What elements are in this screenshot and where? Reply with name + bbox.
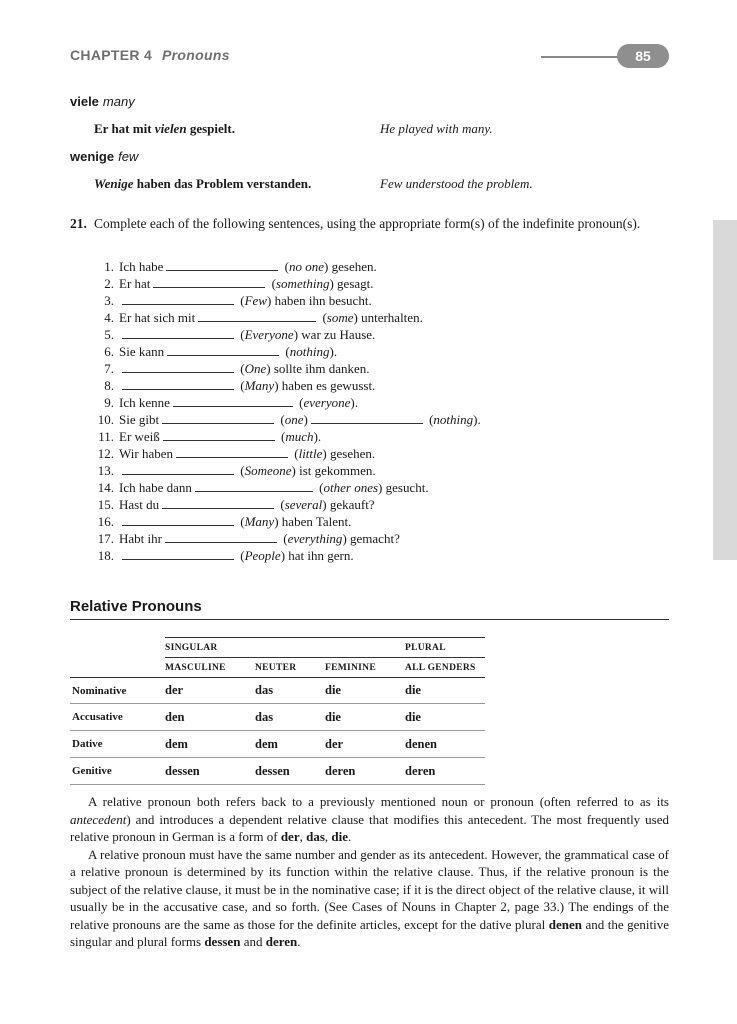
item-number: 1.	[104, 259, 114, 274]
table-cell: das	[255, 709, 274, 724]
item-text: ist gekommen.	[299, 463, 376, 478]
exercise-item: 8. (Many) haben es gewusst.	[88, 377, 648, 394]
answer-blank[interactable]	[122, 547, 234, 560]
item-text: haben Talent.	[281, 514, 352, 529]
table-cell: dessen	[255, 763, 290, 778]
item-hint: little	[298, 446, 323, 461]
paragraph-bold: der	[280, 829, 300, 844]
vocab-word: wenige	[70, 149, 115, 164]
item-text: gemacht?	[350, 531, 400, 546]
item-hint: Many	[244, 378, 275, 393]
exercise-item: 15. Hast du (several) gekauft?	[88, 496, 648, 513]
item-hint: Many	[244, 514, 275, 529]
exercise-item: 16. (Many) haben Talent.	[88, 513, 648, 530]
item-hint: no one	[288, 259, 325, 274]
item-number: 16.	[97, 514, 114, 529]
table-row	[70, 704, 485, 731]
chapter-title: Pronouns	[162, 47, 230, 63]
item-number: 12.	[97, 446, 114, 461]
row-label: Dative	[72, 738, 103, 750]
answer-blank[interactable]	[165, 530, 277, 543]
singular-header: SINGULAR	[165, 638, 405, 658]
paragraph-bold: denen	[548, 916, 582, 932]
section-title: Relative Pronouns	[70, 598, 202, 615]
paragraph-text: .	[348, 829, 352, 844]
item-text: Sie gibt	[119, 412, 160, 427]
exercise-item: 4. Er hat sich mit (some) unterhalten.	[88, 309, 648, 326]
exercise-item: 9. Ich kenne (everyone).	[88, 394, 648, 411]
vocab-gloss: few	[118, 149, 139, 164]
side-thumb-tab	[713, 220, 737, 560]
answer-blank[interactable]	[176, 445, 288, 458]
example-text: Er hat mit	[94, 121, 155, 136]
paragraph-bold: deren	[265, 934, 298, 949]
paragraph-emphasis: antecedent	[70, 811, 127, 827]
section-rule	[70, 619, 669, 620]
paragraph-text: ,	[324, 829, 332, 844]
item-hint: some	[326, 310, 354, 325]
item-text: hat ihn gern.	[288, 548, 354, 563]
answer-blank[interactable]	[167, 343, 279, 356]
paragraph-text: and the genitive singular and plural forms	[70, 916, 670, 949]
col-masculine: MASCULINE	[165, 662, 226, 673]
example-text: gespielt.	[186, 121, 235, 136]
table-row	[70, 678, 485, 704]
exercise-instruction	[70, 215, 670, 232]
item-text: Er hat sich mit	[119, 310, 196, 325]
paragraph-text: ) and introduces a dependent relative clause that modifies this antecedent. The most frequently used relative pronoun in German is a form of	[70, 811, 669, 844]
item-hint: much	[285, 429, 314, 444]
table-cell: dem	[255, 736, 278, 751]
item-number: 5.	[104, 327, 114, 342]
item-hint: other ones	[323, 480, 379, 495]
vocab-gloss: many	[102, 94, 135, 109]
item-text: sollte ihm danken.	[273, 361, 370, 376]
item-number: 17.	[97, 531, 114, 546]
item-text: Ich habe	[119, 259, 164, 274]
item-number: 3.	[104, 293, 114, 308]
paragraph-bold: das	[306, 829, 325, 844]
item-text: gesehen.	[331, 259, 377, 274]
item-hint: nothing	[433, 412, 474, 427]
paragraph-text: A relative pronoun both refers back to a previously mentioned noun or pronoun (often referred to as its	[88, 794, 669, 809]
item-number: 7.	[104, 361, 114, 376]
example-german	[94, 121, 235, 137]
item-number: 10.	[97, 412, 114, 427]
answer-blank[interactable]	[122, 292, 234, 305]
item-text: war zu Hause.	[301, 327, 376, 342]
paragraph-1	[70, 793, 669, 846]
row-label: Nominative	[72, 684, 127, 697]
vocab-wenige	[70, 149, 138, 164]
answer-blank[interactable]	[198, 309, 316, 322]
exercise-item: 5. (Everyone) war zu Hause.	[88, 326, 648, 343]
exercise-item: 1. Ich habe (no one) gesehen.	[88, 258, 648, 275]
table-cell: der	[325, 736, 344, 751]
paragraph-bold: dessen	[204, 934, 241, 949]
answer-blank[interactable]	[122, 326, 234, 339]
table-cell: der	[165, 683, 184, 697]
vocab-word: viele	[70, 94, 99, 109]
item-text: Sie kann	[119, 344, 165, 359]
example-emphasis: Wenige	[94, 176, 134, 191]
answer-blank[interactable]	[153, 275, 265, 288]
item-hint: everything	[287, 531, 343, 546]
exercise-item: 11. Er weiß (much).	[88, 428, 648, 445]
item-text: .	[333, 344, 338, 359]
item-number: 8.	[104, 378, 114, 393]
item-hint: People	[244, 548, 281, 563]
item-number: 11.	[98, 429, 114, 444]
col-all-genders: ALL GENDERS	[405, 662, 476, 673]
item-text: Ich habe dann	[119, 480, 192, 495]
row-label: Accusative	[72, 711, 123, 723]
item-number: 13.	[97, 463, 114, 478]
table-corner	[70, 638, 165, 658]
table-row	[70, 758, 485, 785]
item-text: gekauft?	[329, 497, 375, 512]
item-text: gesehen.	[330, 446, 376, 461]
item-number: 14.	[97, 480, 114, 495]
table-cell: den	[165, 709, 185, 724]
table-corner	[70, 658, 165, 678]
item-number: 18.	[97, 548, 114, 563]
item-text: gesucht.	[385, 480, 429, 495]
answer-blank[interactable]	[195, 479, 313, 492]
answer-blank[interactable]	[162, 411, 274, 424]
answer-blank[interactable]	[173, 394, 293, 407]
exercise-item: 7. (One) sollte ihm danken.	[88, 360, 648, 377]
item-text: Wir haben	[119, 446, 173, 461]
table-subheader-row	[70, 658, 485, 678]
table-cell: die	[405, 709, 421, 724]
col-feminine: FEMININE	[325, 662, 376, 673]
item-text: .	[317, 429, 322, 444]
example-emphasis: vielen	[154, 121, 187, 136]
item-hint: Few	[244, 293, 267, 308]
item-text: .	[354, 395, 358, 410]
row-label: Genitive	[72, 765, 112, 777]
item-number: 9.	[104, 395, 114, 410]
relative-pronoun-table	[70, 637, 485, 785]
exercise-item: 17. Habt ihr (everything) gemacht?	[88, 530, 648, 547]
exercise-item: 10. Sie gibt (one) (nothing).	[88, 411, 648, 428]
item-text: haben ihn besucht.	[274, 293, 372, 308]
table-cell: die	[405, 683, 421, 697]
item-text: Habt ihr	[119, 531, 162, 546]
item-hint: everyone	[303, 395, 351, 410]
item-text: Hast du	[119, 497, 160, 512]
item-hint: nothing	[289, 344, 330, 359]
table-cell: deren	[405, 763, 436, 778]
example-english: He played with many.	[380, 121, 493, 136]
item-hint: several	[284, 497, 323, 512]
table-cell: die	[325, 683, 341, 697]
exercise-item: 12. Wir haben (little) gesehen.	[88, 445, 648, 462]
vocab-viele	[70, 94, 135, 109]
col-neuter: NEUTER	[255, 662, 297, 673]
table-cell: dem	[165, 736, 188, 751]
table-cell: denen	[405, 736, 437, 751]
answer-blank[interactable]	[122, 462, 234, 475]
answer-blank[interactable]	[122, 360, 234, 373]
item-text: Er weiß	[119, 429, 160, 444]
answer-blank[interactable]	[163, 428, 275, 441]
table-cell: das	[255, 683, 274, 697]
answer-blank[interactable]	[311, 411, 423, 424]
item-text: gesagt.	[337, 276, 374, 291]
body-paragraphs	[70, 793, 669, 951]
paragraph-2	[70, 846, 669, 951]
item-text: .	[477, 412, 481, 427]
exercise-item: 3. (Few) haben ihn besucht.	[88, 292, 648, 309]
item-text: Ich kenne	[119, 395, 170, 410]
example-german	[94, 176, 311, 192]
answer-blank[interactable]	[122, 377, 234, 390]
chapter-heading	[70, 47, 230, 63]
table-header-row	[70, 638, 485, 658]
chapter-number: CHAPTER 4	[70, 47, 153, 63]
answer-blank[interactable]	[122, 513, 234, 526]
page-number-badge: 85	[617, 44, 669, 68]
exercise-item: 14. Ich habe dann (other ones) gesucht.	[88, 479, 648, 496]
item-hint: one	[284, 412, 304, 427]
item-number: 6.	[104, 344, 114, 359]
exercise-item: 13. (Someone) ist gekommen.	[88, 462, 648, 479]
paragraph-text: and	[240, 934, 266, 949]
example-text: haben das Problem verstanden.	[133, 176, 312, 191]
item-hint: Everyone	[244, 327, 294, 342]
exercise-text: Complete each of the following sentences, using the appropriate form(s) of the indefinite pronoun(s).	[94, 216, 641, 231]
table-cell: deren	[325, 763, 356, 778]
item-hint: something	[276, 276, 330, 291]
exercise-number: 21.	[70, 216, 87, 231]
item-number: 2.	[104, 276, 114, 291]
item-hint: Someone	[244, 463, 292, 478]
item-number: 4.	[104, 310, 114, 325]
item-text: haben es gewusst.	[281, 378, 376, 393]
paragraph-text: .	[297, 934, 301, 949]
exercise-item: 18. (People) hat ihn gern.	[88, 547, 648, 564]
item-text: Er hat	[119, 276, 151, 291]
table-cell: die	[325, 709, 341, 724]
paragraph-text: ,	[299, 829, 307, 844]
table-cell: dessen	[165, 763, 200, 778]
plural-header: PLURAL	[405, 638, 485, 658]
paragraph-bold: die	[331, 829, 349, 844]
paragraph-text: A relative pronoun must have the same number and gender as its antecedent. However, the grammatical case of a relative pronoun is determined by its function within the relative clause. Thus, if the relative pronoun is the subject of the relative clause, it must be in the nominative case; if it is the direct object of the relative clause, it will usually be in the accusative case, and so forth. (See Cases of Nouns in Chapter 2, page 33.) The endings of the relative pronouns are the same as those for the definite articles, except for the dative plural	[70, 846, 669, 932]
answer-blank[interactable]	[166, 258, 278, 271]
example-english: Few understood the problem.	[380, 176, 533, 191]
item-text: unterhalten.	[361, 310, 423, 325]
exercise-item: 6. Sie kann (nothing).	[88, 343, 648, 360]
table-row	[70, 731, 485, 758]
item-hint: One	[244, 361, 267, 376]
exercise-item: 2. Er hat (something) gesagt.	[88, 275, 648, 292]
answer-blank[interactable]	[162, 496, 274, 509]
item-number: 15.	[97, 497, 114, 512]
exercise-items	[88, 258, 648, 564]
